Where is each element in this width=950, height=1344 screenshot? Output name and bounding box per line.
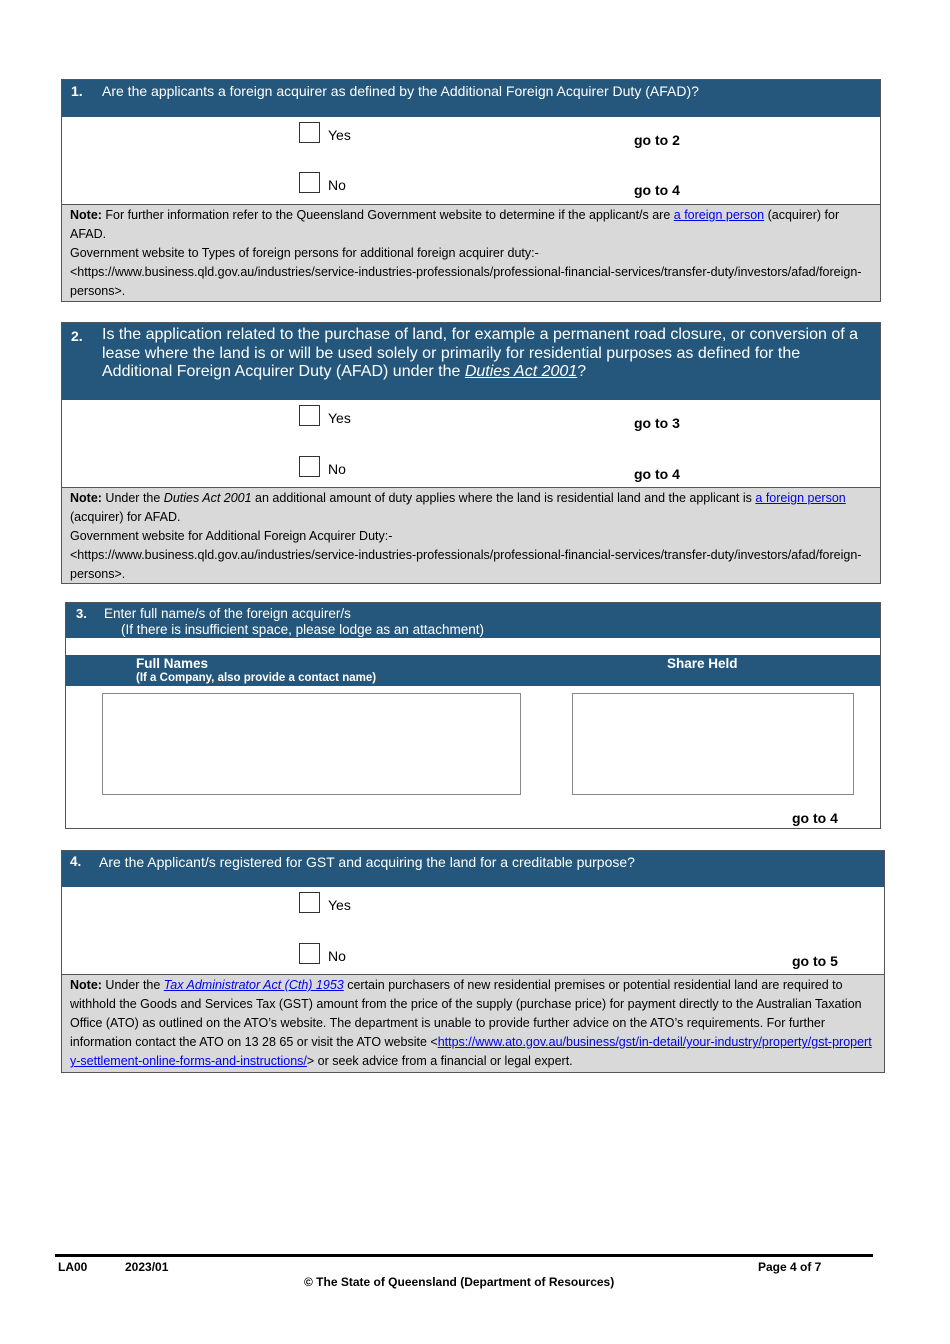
- section-3: [65, 602, 881, 829]
- yes-label: Yes: [328, 410, 351, 426]
- note-box: [62, 204, 880, 301]
- question-number: 4.: [70, 854, 82, 869]
- duties-act-ref: Duties Act 2001: [464, 363, 578, 380]
- no-goto: go to 5: [792, 953, 838, 969]
- question-number: 3.: [76, 606, 87, 621]
- question-text-part: ?: [577, 363, 587, 380]
- no-checkbox[interactable]: [299, 943, 320, 964]
- copyright: © The State of Queensland (Department of Resources): [304, 1275, 615, 1289]
- ato-website-link[interactable]: https://www.ato.gov.au/business/gst/in-detail/your-industry/property/gst-property-settlement-online-forms-and-instructions/: [70, 1035, 872, 1068]
- no-option[interactable]: [299, 456, 346, 477]
- note-text: Under the: [101, 978, 164, 992]
- section-1-header: [62, 80, 880, 117]
- yes-checkbox[interactable]: [299, 405, 320, 426]
- note-label: Note:: [70, 491, 102, 505]
- column-header-row: [66, 655, 880, 686]
- note-label: Note:: [70, 208, 102, 222]
- footer-divider: [55, 1254, 873, 1257]
- yes-checkbox[interactable]: [299, 892, 320, 913]
- yes-option[interactable]: [299, 405, 351, 426]
- note-text: (acquirer) for AFAD.: [70, 208, 840, 241]
- question-subtext: (If there is insufficient space, please lodge as an attachment): [121, 622, 484, 637]
- no-goto: go to 4: [634, 182, 680, 198]
- form-version: 2023/01: [125, 1260, 169, 1274]
- full-names-input[interactable]: [102, 693, 521, 795]
- section-4-header: [62, 851, 884, 887]
- note-text: an additional amount of duty applies where the land is residential land and the applicant is: [251, 491, 756, 505]
- full-names-header: Full Names: [136, 656, 209, 671]
- section-2: [61, 322, 881, 584]
- question-text: [102, 326, 872, 382]
- note-text: > or seek advice from a financial or legal expert.: [306, 1054, 573, 1068]
- note-text: Under the: [101, 491, 164, 505]
- note-line-2: Government website for Additional Foreign Acquirer Duty:-: [70, 529, 393, 543]
- duties-act-ref: Duties Act 2001: [163, 491, 252, 505]
- note-box: [62, 974, 884, 1072]
- note-text: certain purchasers of new residential premises or potential residential land are required to withhold the Goods and Services Tax (GST) amount from the price of the supply (purchase price) for payment directly to the Australian Taxation Office (ATO) as outlined on the ATO’s website. The department is unable to provide further advice on the ATO’s requirements. For further information contact the ATO on 13 28 65 or visit the ATO website <: [70, 978, 862, 1049]
- tax-act-link[interactable]: Tax Administrator Act (Cth) 1953: [163, 978, 344, 992]
- yes-label: Yes: [328, 897, 351, 913]
- no-label: No: [328, 948, 346, 964]
- yes-checkbox[interactable]: [299, 122, 320, 143]
- no-checkbox[interactable]: [299, 456, 320, 477]
- share-held-header: Share Held: [667, 656, 738, 671]
- page-number: Page 4 of 7: [758, 1260, 822, 1274]
- question-number: 2.: [71, 328, 83, 344]
- foreign-person-link[interactable]: a foreign person: [755, 491, 846, 505]
- question-text: Are the applicants a foreign acquirer as defined by the Additional Foreign Acquirer Duty (AFAD)?: [102, 83, 699, 99]
- question-number: 1.: [71, 83, 83, 99]
- goto-label: go to 4: [792, 810, 838, 826]
- section-3-header: [66, 603, 880, 638]
- note-line-2: Government website to Types of foreign persons for additional foreign acquirer duty:-: [70, 246, 539, 260]
- share-held-input[interactable]: [572, 693, 854, 795]
- yes-label: Yes: [328, 127, 351, 143]
- note-text: (acquirer) for AFAD.: [70, 510, 181, 524]
- full-names-subheader: (If a Company, also provide a contact name): [136, 672, 377, 684]
- form-code: LA00: [58, 1260, 88, 1274]
- question-text: Are the Applicant/s registered for GST and acquiring the land for a creditable purpose?: [99, 854, 635, 870]
- note-url: <https://www.business.qld.gov.au/industries/service-industries-professionals/professional-financial-services/transfer-duty/investors/afad/foreign-persons>.: [70, 265, 862, 298]
- note-label: Note:: [70, 978, 102, 992]
- foreign-person-link[interactable]: a foreign person: [673, 208, 765, 222]
- section-1: [61, 79, 881, 302]
- note-url: <https://www.business.qld.gov.au/industries/service-industries-professionals/professional-financial-services/transfer-duty/investors/afad/foreign-persons>.: [70, 548, 862, 581]
- section-4: [61, 850, 885, 1073]
- yes-goto: go to 3: [634, 415, 680, 431]
- no-checkbox[interactable]: [299, 172, 320, 193]
- question-text-part: Is the application related to the purchase of land, for example a permanent road closure, or conversion of a lease where the land is or will be used solely or primarily for residential purposes as defined for the Additional Foreign Acquirer Duty (AFAD) under the: [102, 326, 858, 380]
- no-label: No: [328, 177, 346, 193]
- yes-option[interactable]: [299, 122, 351, 143]
- no-option[interactable]: [299, 943, 346, 964]
- yes-option[interactable]: [299, 892, 351, 913]
- note-text: For further information refer to the Queensland Government website to determine if the applicant/s are: [101, 208, 674, 222]
- question-text: Enter full name/s of the foreign acquirer/s: [104, 606, 351, 621]
- section-2-header: [62, 323, 880, 400]
- note-box: [62, 487, 880, 583]
- yes-goto: go to 2: [634, 132, 680, 148]
- no-goto: go to 4: [634, 466, 680, 482]
- no-label: No: [328, 461, 346, 477]
- no-option[interactable]: [299, 172, 346, 193]
